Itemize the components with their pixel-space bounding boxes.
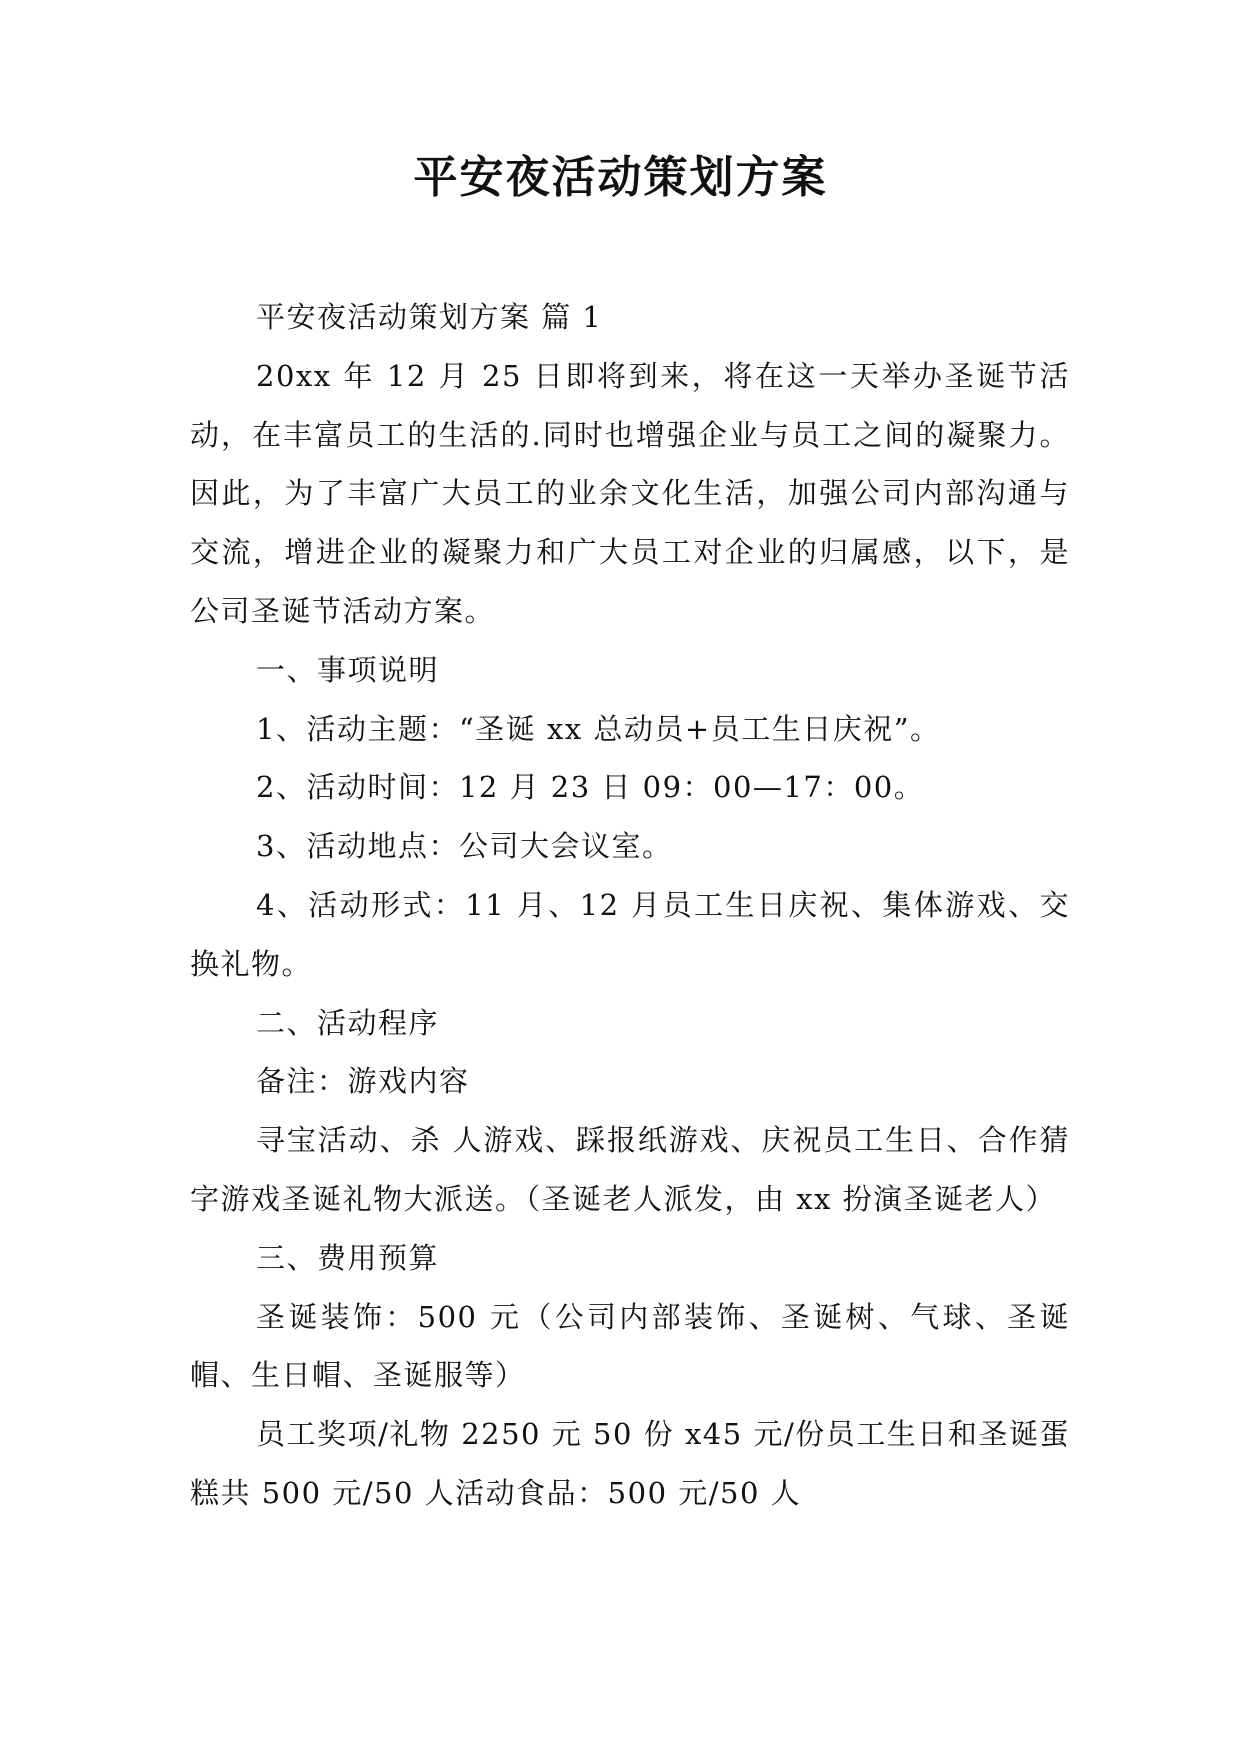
- list-item: 1、活动主题：“圣诞 xx 总动员+员工生日庆祝”。: [256, 711, 941, 746]
- section-heading: 三、费用预算: [256, 1240, 440, 1275]
- section-heading: 一、事项说明: [256, 652, 440, 687]
- document-body: [190, 288, 1070, 1523]
- section-heading: 二、活动程序: [256, 1005, 440, 1040]
- list-item: 3、活动地点：公司大会议室。: [256, 829, 673, 864]
- section-heading: 平安夜活动策划方案 篇 1: [256, 300, 603, 334]
- body-paragraph: 员工奖项/礼物 2250 元 50 份 x45 元/份员工生日和圣诞蛋糕共 500 元/50 人活动食品：500 元/50 人: [190, 1417, 1070, 1510]
- document-title: 平安夜活动策划方案: [413, 152, 828, 203]
- intro-paragraph: 20xx 年 12 月 25 日即将到来，将在这一天举办圣诞节活动，在丰富员工的生活的.同时也增强企业与员工之间的凝聚力。因此，为了丰富广大员工的业余文化生活，加强公司内部沟通与交流，增进企业的凝聚力和广大员工对企业的归属感，以下，是公司圣诞节活动方案。: [190, 358, 1070, 628]
- body-paragraph: 圣诞装饰：500 元（公司内部装饰、圣诞树、气球、圣诞帽、生日帽、圣诞服等）: [190, 1299, 1070, 1393]
- list-item: 4、活动形式：11 月、12 月员工生日庆祝、集体游戏、交换礼物。: [190, 887, 1070, 981]
- note-paragraph: 备注：游戏内容: [256, 1064, 470, 1099]
- list-item: 2、活动时间：12 月 23 日 09：00—17：00。: [256, 770, 925, 805]
- body-paragraph: 寻宝活动、杀 人游戏、踩报纸游戏、庆祝员工生日、合作猜字游戏圣诞礼物大派送。（圣诞老人派发，由 xx 扮演圣诞老人）: [190, 1123, 1070, 1216]
